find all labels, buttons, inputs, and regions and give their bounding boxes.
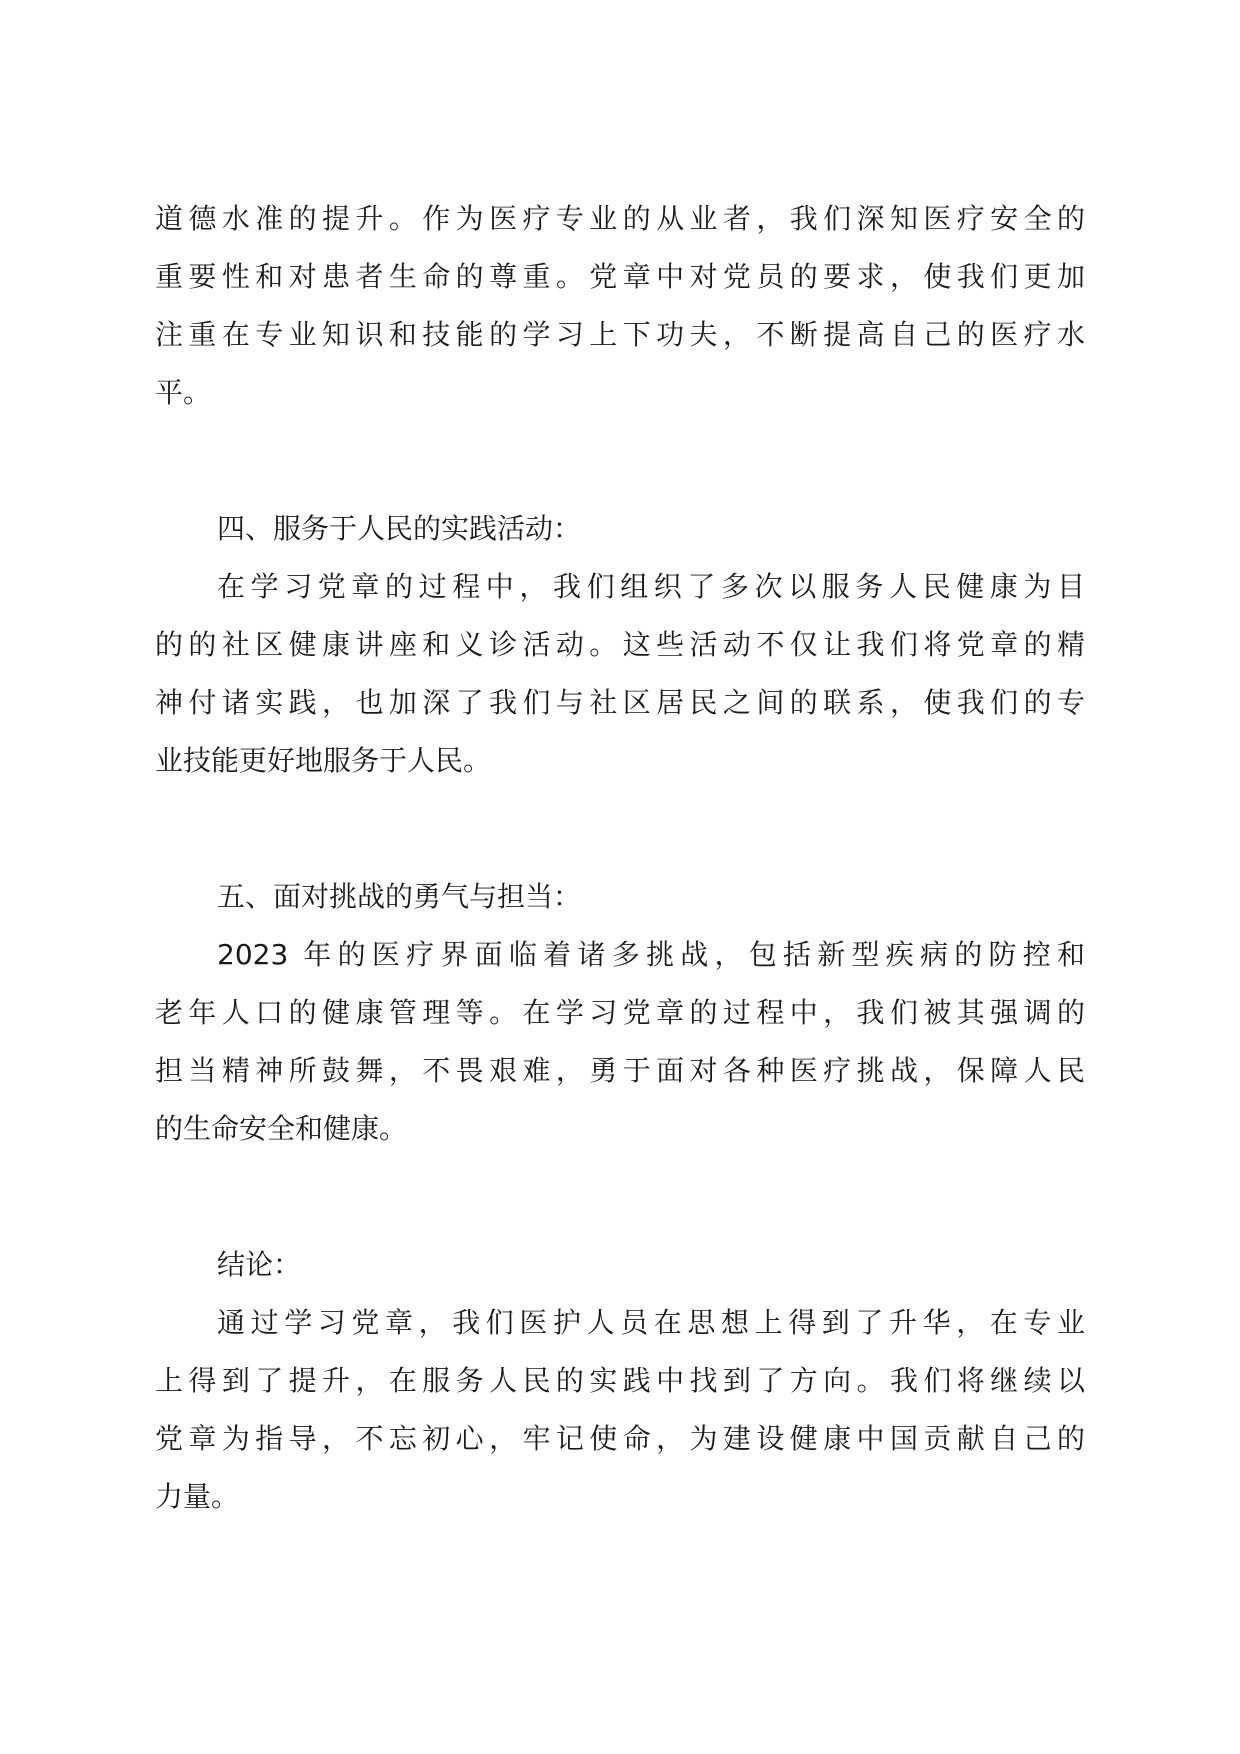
paragraph-continued	[155, 190, 1085, 422]
paragraph-line: 平。	[155, 376, 212, 409]
paragraph-line: 担当精神所鼓舞，不畏艰难，勇于面对各种医疗挑战，保障人民	[155, 1054, 1085, 1087]
paragraph-line: 2023 年的医疗界面临着诸多挑战，包括新型疾病的防控和	[217, 938, 1085, 971]
paragraph-line: 的的社区健康讲座和义诊活动。这些活动不仅让我们将党章的精	[155, 628, 1085, 661]
paragraph-line: 老年人口的健康管理等。在学习党章的过程中，我们被其强调的	[155, 996, 1085, 1029]
section-heading-4: 四、服务于人民的实践活动：	[217, 512, 582, 545]
paragraph-line: 神付诸实践，也加深了我们与社区居民之间的联系，使我们的专	[155, 686, 1085, 719]
paragraph-line: 在学习党章的过程中，我们组织了多次以服务人民健康为目	[217, 570, 1085, 603]
paragraph-conclusion	[155, 1294, 1085, 1526]
section-gap	[155, 1158, 1085, 1236]
paragraph-line: 注重在专业知识和技能的学习上下功夫，不断提高自己的医疗水	[155, 318, 1085, 351]
paragraph-line: 党章为指导，不忘初心，牢记使命，为建设健康中国贡献自己的	[155, 1422, 1085, 1455]
paragraph-line: 重要性和对患者生命的尊重。党章中对党员的要求，使我们更加	[155, 260, 1085, 293]
section-gap	[155, 422, 1085, 500]
paragraph-section-4	[155, 558, 1085, 790]
paragraph-line: 的生命安全和健康。	[155, 1112, 408, 1145]
paragraph-line: 业技能更好地服务于人民。	[155, 744, 492, 777]
paragraph-line: 道德水准的提升。作为医疗专业的从业者，我们深知医疗安全的	[155, 202, 1085, 235]
paragraph-line: 通过学习党章，我们医护人员在思想上得到了升华，在专业	[217, 1306, 1085, 1339]
document-body	[155, 190, 1085, 1526]
paragraph-line: 上得到了提升，在服务人民的实践中找到了方向。我们将继续以	[155, 1364, 1085, 1397]
paragraph-line: 力量。	[155, 1480, 240, 1513]
section-heading-5: 五、面对挑战的勇气与担当：	[217, 880, 582, 913]
section-gap	[155, 790, 1085, 868]
paragraph-section-5	[155, 926, 1085, 1158]
conclusion-heading: 结论：	[217, 1248, 302, 1281]
